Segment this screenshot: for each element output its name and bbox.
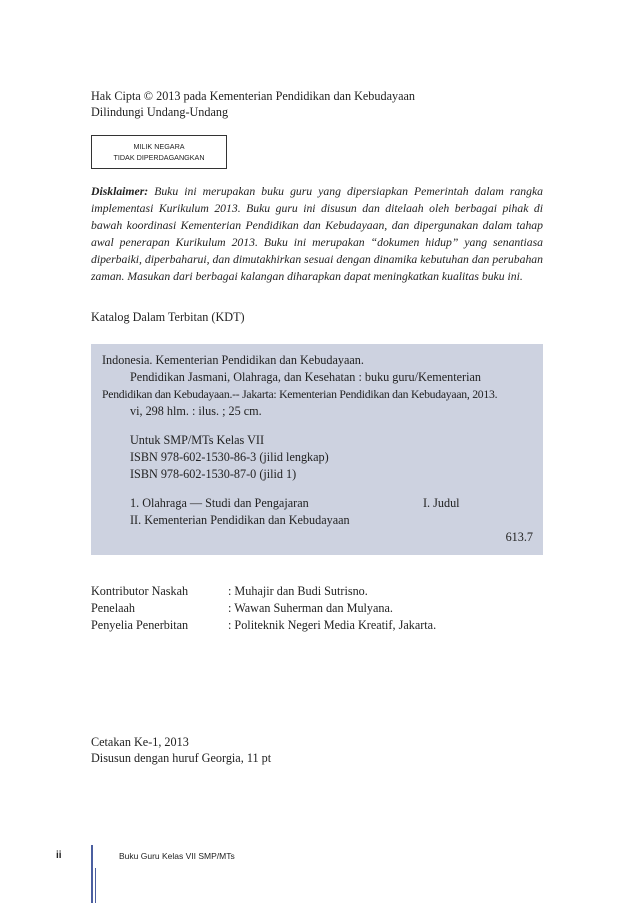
kdt-class-number: 613.7 [505,530,533,544]
legal-protection-note: Dilindungi Undang-Undang [91,105,229,119]
kdt-physical-description: vi, 298 hlm. : ilus. ; 25 cm. [130,404,262,418]
state-property-stamp [91,135,227,169]
credits-table [91,583,436,634]
credit-role: Penelaah [91,601,135,615]
kdt-isbn-complete: ISBN 978-602-1530-86-3 (jilid lengkap) [130,450,329,464]
credit-role: Penyelia Penerbitan [91,618,189,632]
disclaimer-label: Disklaimer: [91,185,149,198]
kdt-book-title-2: Pendidikan dan Kebudayaan.-- Jakarta: Kementerian Pendidikan dan Kebudayaan, 2013. [102,388,498,401]
credit-name: : Muhajir dan Budi Sutrisno. [228,584,368,598]
kdt-subject-2: II. Kementerian Pendidikan dan Kebudayaan [130,513,350,527]
credit-row [91,617,436,634]
credit-role: Kontributor Naskah [91,584,189,598]
kdt-subject-1: 1. Olahraga — Studi dan Pengajaran [130,496,309,510]
credit-name: : Politeknik Negeri Media Kreatif, Jakarta. [228,618,437,632]
kdt-book-title-1: Pendidikan Jasmani, Olahraga, dan Kesehatan : buku guru/Kementerian [130,370,481,384]
footer-divider [91,845,93,903]
kdt-audience: Untuk SMP/MTs Kelas VII [130,433,265,447]
page-number: ii [56,850,62,861]
disclaimer-text: Buku ini merupakan buku guru yang dipersiapkan Pemerintah dalam rangka implementasi Kurikulum 2013. Buku guru ini disusun dan ditelaah oleh berbagai pihak di bawah koordinasi Kementerian Pendidikan dan Kebudayaan, dan dipergunakan dalam tahap awal penerapan Kurikulum 2013. Buku ini merupakan “dokumen hidup” yang senantiasa diperbaiki, diperbaharui, dan dimutakhirkan sesuai dengan dinamika kebutuhan dan perubahan zaman. Masukan dari berbagai kalangan diharapkan dapat meningkatkan kualitas buku ini. [91,185,544,283]
kdt-author: Indonesia. Kementerian Pendidikan dan Kebudayaan. [102,353,364,367]
credit-name: : Wawan Suherman dan Mulyana. [228,601,393,615]
stamp-line-2: TIDAK DIPERDAGANGKAN [113,153,205,162]
kdt-catalog-box [91,344,543,555]
disclaimer-paragraph [91,183,543,285]
edition-note: Cetakan Ke-1, 2013 [91,735,189,749]
footer-divider-secondary [95,868,96,903]
typeface-note: Disusun dengan huruf Georgia, 11 pt [91,751,272,765]
kdt-isbn-volume: ISBN 978-602-1530-87-0 (jilid 1) [130,467,297,481]
kdt-title-entry: I. Judul [423,496,460,510]
copyright-notice: Hak Cipta © 2013 pada Kementerian Pendidikan dan Kebudayaan [91,89,416,103]
credit-row [91,600,436,617]
credit-row [91,583,436,600]
kdt-heading: Katalog Dalam Terbitan (KDT) [91,310,245,324]
stamp-line-1: MILIK NEGARA [133,142,185,151]
footer-book-name: Buku Guru Kelas VII SMP/MTs [119,851,235,861]
